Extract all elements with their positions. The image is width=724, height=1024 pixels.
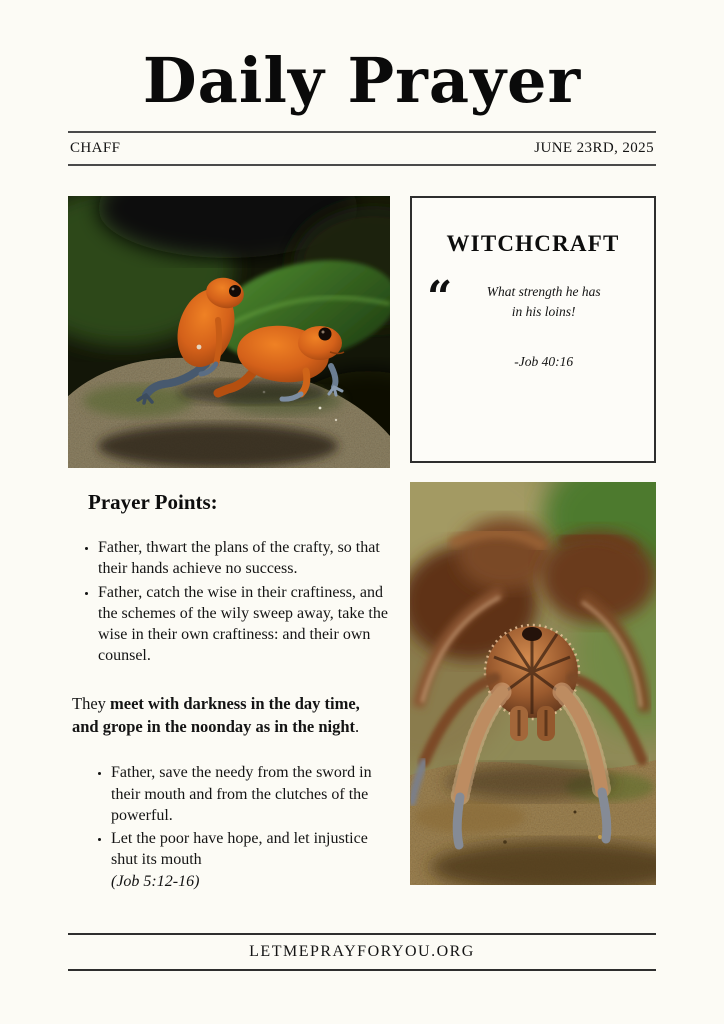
page-title: Daily Prayer	[142, 44, 582, 117]
prayer-points-list-bottom	[81, 762, 390, 892]
interlude-suffix: .	[355, 716, 360, 736]
prayer-point-2: • Father, catch the wise in their craftiness, and the schemes of the wily sweep away, take the wise in their own craftiness: and their own counsel.	[98, 582, 390, 667]
bottom-row	[68, 482, 656, 894]
card-title: WITCHCRAFT	[446, 231, 620, 257]
masthead-meta	[68, 131, 656, 166]
masthead-date: JUNE 23RD, 2025	[534, 140, 654, 157]
interlude-bold: meet with darkness in the day time, and grope in the noonday as in the night	[72, 693, 360, 736]
masthead	[68, 0, 656, 166]
prayer-point-3	[111, 762, 390, 826]
footer-url: LETMEPRAYFORYOU.ORG	[249, 942, 475, 960]
spider-photo-art	[410, 482, 656, 885]
prayer-point-4-text: Let the poor have hope, and let injustice shut its mouth	[111, 830, 368, 869]
prayer-points-heading: Prayer Points:	[88, 490, 218, 515]
prayer-points-list-top	[68, 537, 390, 667]
quote-block	[412, 272, 654, 372]
frogs-photo-art	[68, 196, 390, 468]
prayer-point-3-text: Father, save the needy from the sword in their mouth and from the clutches of the powerful.	[111, 764, 372, 824]
prayer-point-4	[111, 828, 390, 892]
content	[68, 196, 656, 894]
spider-photo	[410, 482, 656, 885]
quote-text	[452, 282, 639, 372]
scripture-interlude	[68, 693, 390, 739]
quote-line-2: in his loins!	[511, 304, 576, 320]
top-row	[68, 196, 656, 468]
interlude-prefix: They	[72, 693, 111, 713]
prayer-point-1: • Father, thwart the plans of the crafty, so that their hands achieve no success.	[98, 537, 390, 580]
quote-attribution: -Job 40:16	[514, 353, 574, 369]
prayer-points-section	[68, 482, 390, 894]
quote-line-1: What strength he has	[486, 284, 601, 300]
masthead-publisher: CHAFF	[70, 140, 121, 157]
quote-icon: “	[427, 272, 453, 324]
footer	[68, 933, 656, 971]
witchcraft-card	[410, 196, 656, 463]
scripture-reference: (Job 5:12-16)	[111, 872, 200, 890]
frogs-photo	[68, 196, 390, 468]
